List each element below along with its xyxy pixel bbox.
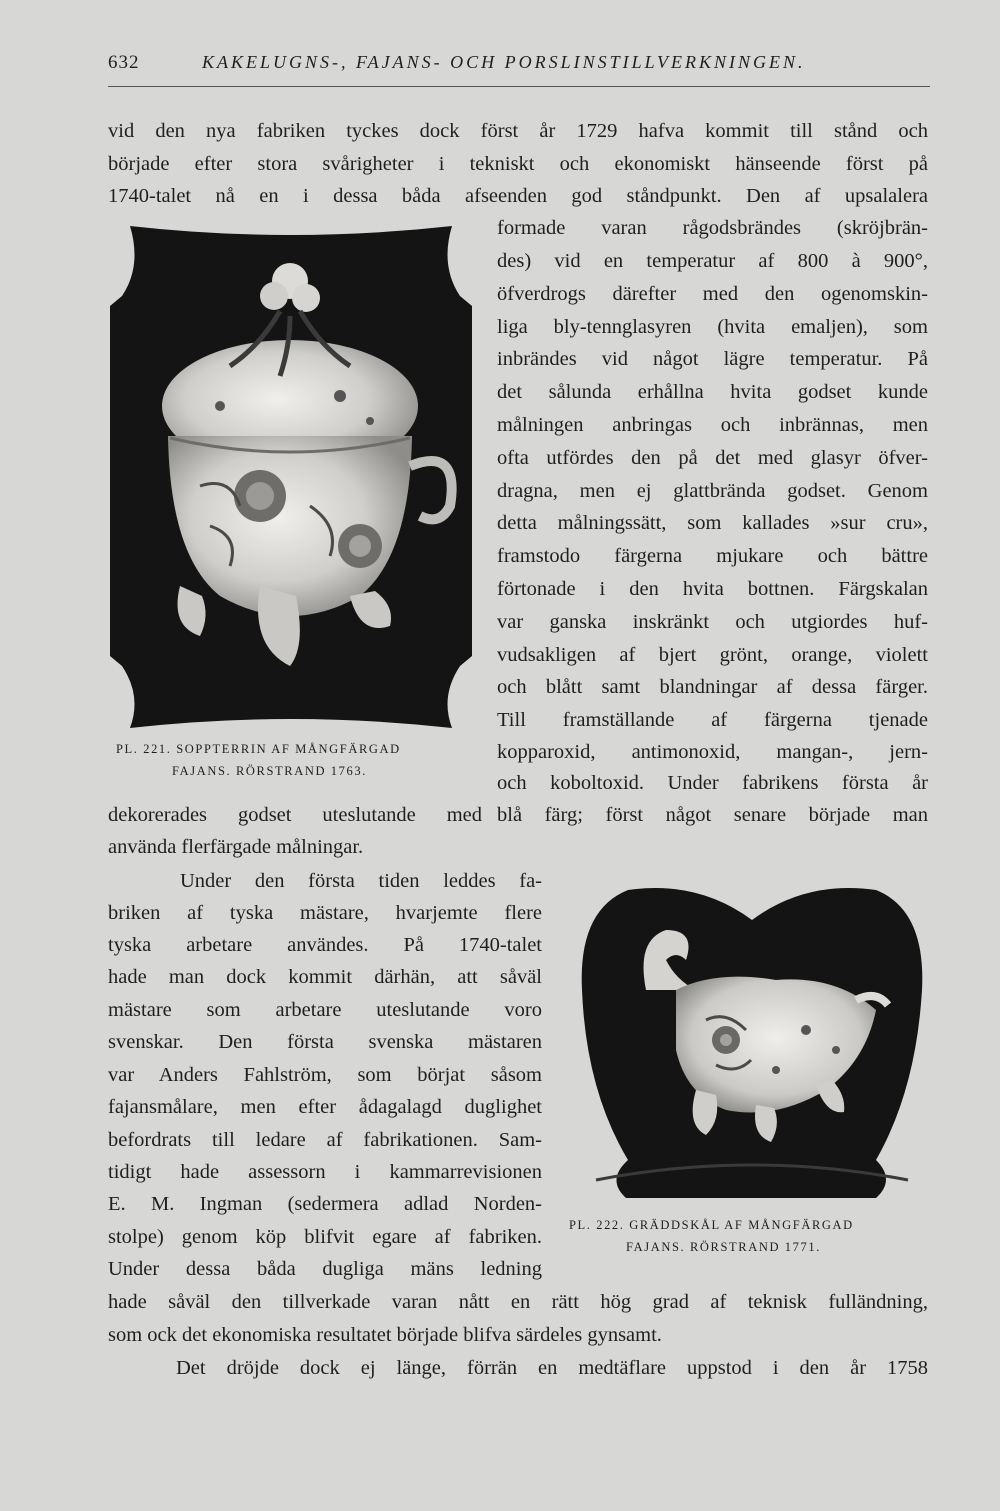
tureen-photo — [110, 226, 472, 728]
body-line: vid den nya fabriken tyckes dock först år 1729 hafva kommit till stånd och — [108, 120, 928, 142]
header-rule — [108, 86, 930, 87]
body-line: Under dessa båda dugliga mäns ledning — [108, 1258, 542, 1280]
body-line: ofta utfördes den på det med glasyr öfver- — [497, 447, 928, 469]
body-line: des) vid en temperatur af 800 à 900°, — [497, 250, 928, 272]
body-line: E. M. Ingman (sedermera adlad Norden- — [108, 1193, 542, 1215]
body-line: hade såväl den tillverkade varan nått en rätt hög grad af teknisk fulländning, — [108, 1291, 928, 1313]
body-line: och koboltoxid. Under fabrikens första år — [497, 772, 928, 794]
figure-caption-222-line1: PL. 222. GRÄDDSKÅL AF MÅNGFÄRGAD — [569, 1218, 854, 1232]
body-line: och blått samt blandningar af dessa färger. — [497, 676, 928, 698]
body-line: blå färg; först något senare började man — [497, 804, 928, 826]
body-line: mästare som arbetare uteslutande voro — [108, 999, 542, 1021]
body-line: tyska arbetare användes. På 1740-talet — [108, 934, 542, 956]
body-line: öfverdrogs därefter med den ogenomskin- — [497, 283, 928, 305]
figure-caption-221-line2: FAJANS. RÖRSTRAND 1763. — [172, 764, 367, 778]
figure-caption-221-line1: PL. 221. SOPPTERRIN AF MÅNGFÄRGAD — [116, 742, 401, 756]
body-line: hade man dock kommit därhän, att såväl — [108, 966, 542, 988]
page-number: 632 — [108, 52, 140, 73]
body-line: vudsakligen af bjert grönt, orange, violett — [497, 644, 928, 666]
body-line: 1740-talet nå en i dessa båda afseenden god ståndpunkt. Den af upsalalera — [108, 185, 928, 207]
body-line: stolpe) genom köp blifvit egare af fabriken. — [108, 1226, 542, 1248]
body-line: dekorerades godset uteslutande med — [108, 804, 482, 826]
body-line: framstodo färgerna mjukare och bättre — [497, 545, 928, 567]
body-line: formade varan rågodsbrändes (skröjbrän- — [497, 217, 928, 239]
page-header — [108, 48, 928, 82]
body-line: fajansmålare, men efter ådagalagd duglighet — [108, 1096, 542, 1118]
body-line: inbrändes vid något lägre temperatur. På — [497, 348, 928, 370]
body-line: Under den första tiden leddes fa- — [180, 870, 542, 892]
body-line: Till framställande af färgerna tjenade — [497, 709, 928, 731]
body-line: dragna, men ej glattbrända godset. Genom — [497, 480, 928, 502]
sauce-boat-photo — [576, 880, 928, 1198]
body-line: började efter stora svårigheter i tekniskt och ekonomiskt hänseende först på — [108, 153, 928, 175]
body-line: som ock det ekonomiska resultatet började blifva särdeles gynsamt. — [108, 1324, 662, 1346]
figure-soup-tureen — [110, 226, 472, 728]
body-line: förtonade i den hvita bottnen. Färgskalan — [497, 578, 928, 600]
body-line: var Anders Fahlström, som börjat såsom — [108, 1064, 542, 1086]
body-line: använda flerfärgade målningar. — [108, 836, 364, 858]
body-line: befordrats till ledare af fabrikationen. Sam- — [108, 1129, 542, 1151]
body-line: Det dröjde dock ej länge, förrän en medtäflare uppstod i den år 1758 — [176, 1357, 928, 1379]
body-line: var ganska inskränkt och utgiordes huf- — [497, 611, 928, 633]
body-line: tidigt hade assessorn i kammarrevisionen — [108, 1161, 542, 1183]
figure-sauce-boat — [576, 880, 928, 1198]
body-line: det sålunda erhållna hvita godset kunde — [497, 381, 928, 403]
body-line: detta målningssätt, som kallades »sur cru», — [497, 512, 928, 534]
body-line: svenskar. Den första svenska mästaren — [108, 1031, 542, 1053]
body-line: liga bly-tennglasyren (hvita emaljen), som — [497, 316, 928, 338]
body-line: kopparoxid, antimonoxid, mangan-, jern- — [497, 741, 928, 763]
figure-caption-222-line2: FAJANS. RÖRSTRAND 1771. — [626, 1240, 821, 1254]
body-line: målningen anbringas och inbrännas, men — [497, 414, 928, 436]
body-line: briken af tyska mästare, hvarjemte flere — [108, 902, 542, 924]
running-title: KAKELUGNS-, FAJANS- OCH PORSLINSTILLVERKNINGEN. — [202, 52, 806, 72]
